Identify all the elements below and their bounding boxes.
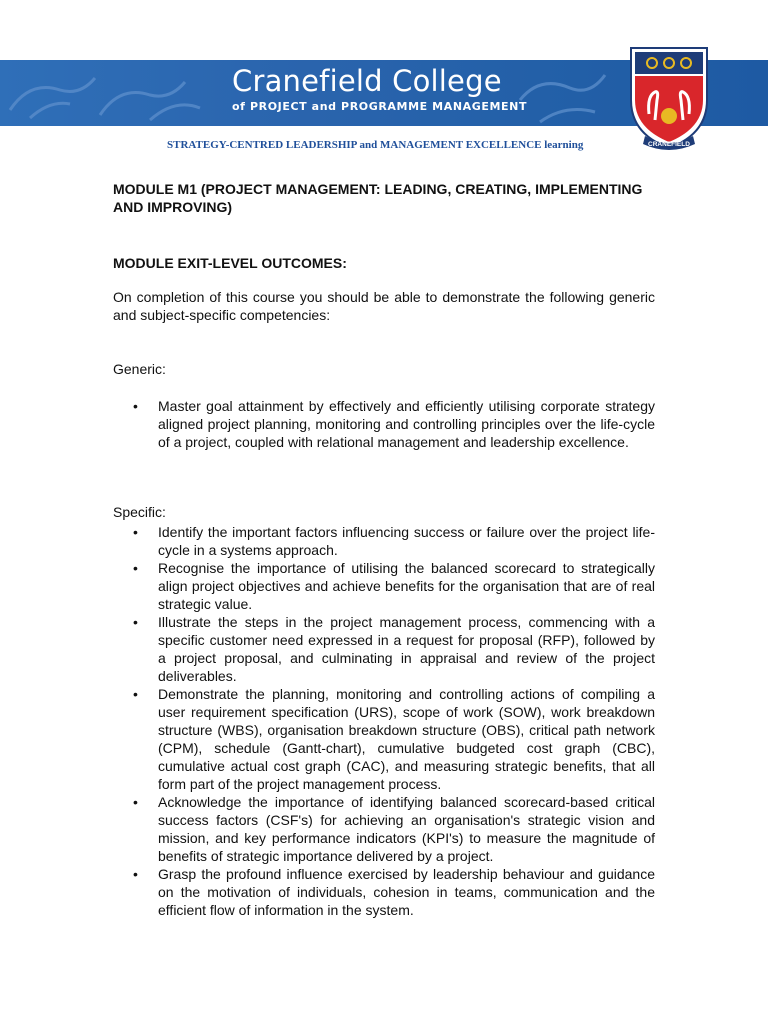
college-crest-logo	[627, 44, 711, 152]
bullet-icon: •	[133, 794, 138, 810]
bullet-icon: •	[133, 398, 138, 414]
crane-bird-3	[100, 82, 185, 115]
bullet-icon: •	[133, 866, 138, 882]
bullet-icon: •	[133, 560, 138, 576]
bullet-icon: •	[133, 686, 138, 702]
list-item	[113, 865, 655, 919]
list-item	[113, 523, 655, 559]
specific-label: Specific:	[113, 504, 166, 520]
college-name: Cranefield College	[232, 64, 502, 98]
list-item-text: Demonstrate the planning, monitoring and controlling actions of compiling a user requirement specification (URS), scope of work (SOW), work breakdown structure (WBS), organisation breakdown structure (OBS), critical path network (CPM), schedule (Gantt-chart), cumulative budgeted cost graph (CBC), cumulative actual cost graph (CAC), and measuring strategic benefits, that all form part of the project management process.	[158, 686, 655, 792]
tagline: STRATEGY-CENTRED LEADERSHIP and MANAGEMENT EXCELLENCE learning	[167, 139, 584, 151]
generic-label: Generic:	[113, 361, 166, 377]
list-item-text: Master goal attainment by effectively and efficiently utilising corporate strategy aligned project planning, monitoring and controlling principles over the life-cycle of a project, coupled with relational management and leadership excellence.	[158, 398, 655, 450]
list-item	[113, 793, 655, 865]
crane-bird-6	[540, 110, 595, 122]
list-item-text: Identify the important factors influencing success or failure over the project life-cycle in a systems approach.	[158, 524, 655, 558]
specific-list	[113, 523, 655, 919]
list-item	[113, 559, 655, 613]
generic-list	[113, 397, 655, 451]
college-subtitle: of PROJECT and PROGRAMME MANAGEMENT	[232, 100, 528, 113]
list-item-text: Recognise the importance of utilising the balanced scorecard to strategically align project objectives and achieve benefits for the organisation that are of real strategic value.	[158, 560, 655, 612]
bullet-icon: •	[133, 614, 138, 630]
module-title: MODULE M1 (PROJECT MANAGEMENT: LEADING, CREATING, IMPLEMENTING AND IMPROVING)	[113, 181, 643, 215]
crane-bird-2	[30, 103, 70, 118]
crest-label: CRANEFIELD	[648, 141, 690, 148]
list-item-text: Acknowledge the importance of identifying balanced scorecard-based critical success factors (CSF's) for achieving an organisation's strategic vision and mission, and key performance indicators (KPI's) to measure the magnitude of benefits of strategic importance delivered by a project.	[158, 794, 655, 864]
list-item	[113, 613, 655, 685]
crane-bird-5	[520, 75, 605, 100]
list-item-text: Grasp the profound influence exercised by leadership behaviour and guidance on the motivation of individuals, cohesion in teams, communication and the efficient flow of information in the system.	[158, 866, 655, 918]
outcomes-heading: MODULE EXIT-LEVEL OUTCOMES:	[113, 255, 347, 271]
bullet-icon: •	[133, 524, 138, 540]
list-item-text: Illustrate the steps in the project management process, commencing with a specific customer need expressed in a request for proposal (RFP), followed by a project proposal, and culminating in appraisal and review of the project deliverables.	[158, 614, 655, 684]
intro-paragraph: On completion of this course you should be able to demonstrate the following generic and subject-specific competencies:	[113, 289, 655, 323]
crane-bird-4	[150, 105, 200, 120]
list-item	[113, 685, 655, 793]
list-item	[113, 397, 655, 451]
